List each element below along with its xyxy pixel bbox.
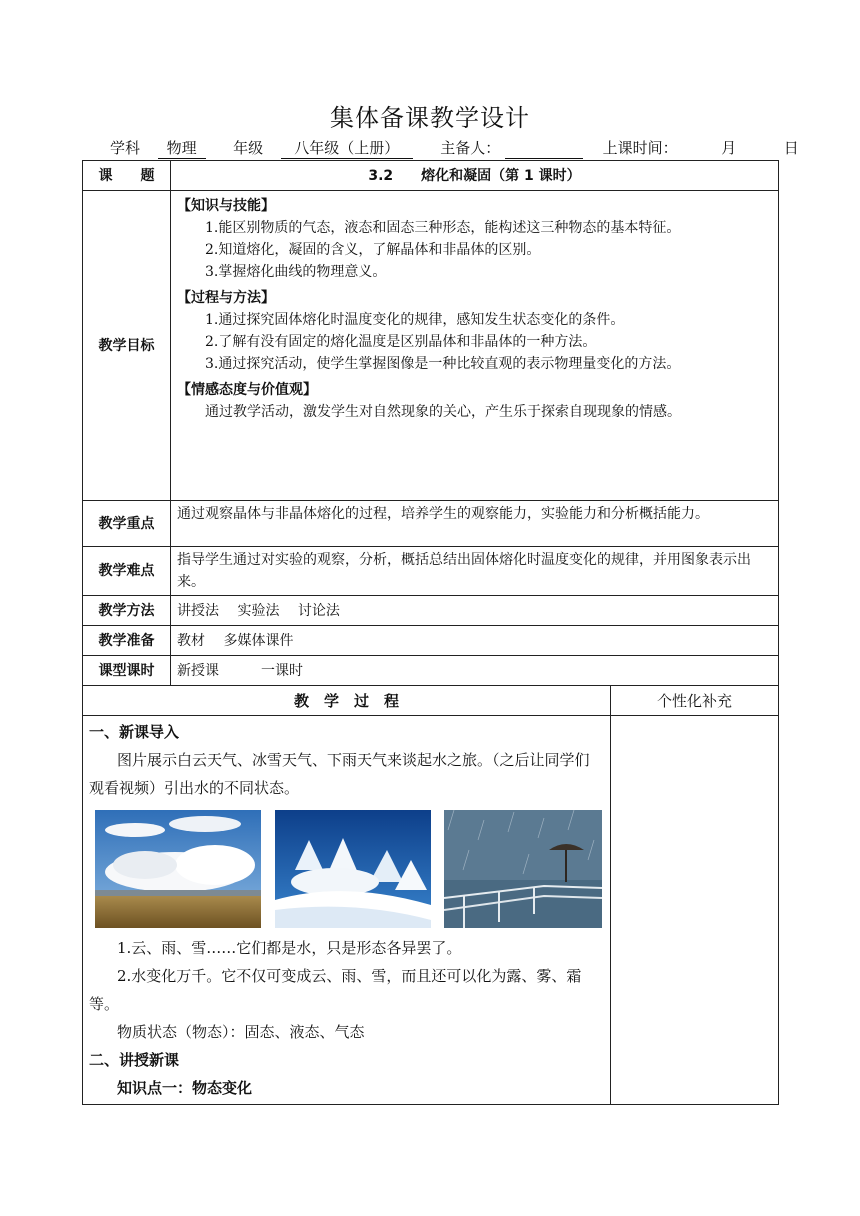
intro-paragraph: 图片展示白云天气、冰雪天气、下雨天气来谈起水之旅。（之后让同学们观看视频）引出水的不同状态。 <box>89 751 590 797</box>
snowy-trees-image <box>275 810 431 928</box>
goal-item: 3.通过探究活动，使学生掌握图像是一种比较直观的表示物理量变化的方法。 <box>205 356 681 372</box>
part1-title: 一、新课导入 <box>89 723 180 741</box>
goals-section-knowledge: 【知识与技能】 <box>177 198 275 214</box>
topic-label: 课 题 <box>83 161 171 191</box>
month-label: 月 <box>721 139 737 157</box>
preparation-label: 教学准备 <box>83 626 171 656</box>
period-label: 课型课时 <box>83 656 171 686</box>
process-header: 教 学 过 程 <box>83 686 611 716</box>
day-label: 日 <box>783 139 799 157</box>
part2-title: 二、讲授新课 <box>89 1051 180 1069</box>
supplement-cell <box>611 716 779 1105</box>
preparation-value: 教材 多媒体课件 <box>171 626 779 656</box>
difficulty-label: 教学难点 <box>83 547 171 596</box>
process-line: 物质状态（物态）：固态、液态、气态 <box>117 1023 365 1041</box>
subject-label: 学科 <box>110 139 141 157</box>
rainy-day-image <box>444 810 602 928</box>
grade-value: 八年级（上册） <box>281 137 413 159</box>
process-content <box>83 716 611 1105</box>
goal-item: 2.知道熔化，凝固的含义，了解晶体和非晶体的区别。 <box>205 242 541 258</box>
preparer-label: 主备人： <box>440 139 501 157</box>
cloudy-sky-image <box>95 810 261 928</box>
document-title: 集体备课教学设计 <box>330 104 530 132</box>
knowledge-point-1: 知识点一：物态变化 <box>117 1079 253 1097</box>
topic-value: 3.2 熔化和凝固（第 1 课时） <box>171 161 779 191</box>
goal-item: 3.掌握熔化曲线的物理意义。 <box>205 264 387 280</box>
goals-section-attitude: 【情感态度与价值观】 <box>177 382 317 398</box>
method-label: 教学方法 <box>83 596 171 626</box>
goals-label: 教学目标 <box>83 191 171 501</box>
goal-item: 2.了解有没有固定的熔化温度是区别晶体和非晶体的一种方法。 <box>205 334 597 350</box>
process-line: 2.水变化万千。它不仅可变成云、雨、雪，而且还可以化为露、雾、霜等。 <box>89 967 582 1013</box>
goals-section-process: 【过程与方法】 <box>177 290 275 306</box>
period-value: 新授课 一课时 <box>171 656 779 686</box>
goals-content <box>171 191 779 501</box>
class-time-label: 上课时间： <box>602 139 678 157</box>
key-points-label: 教学重点 <box>83 501 171 547</box>
preparer-blank <box>505 140 583 159</box>
process-line: 1.云、雨、雪……它们都是水，只是形态各异罢了。 <box>117 939 462 957</box>
goal-item: 1.能区别物质的气态，液态和固态三种形态，能构述这三种物态的基本特征。 <box>205 220 681 236</box>
difficulty-value: 指导学生通过对实验的观察，分析，概括总结出固体熔化时温度变化的规律，并用图象表示出来。 <box>171 547 779 596</box>
goal-item: 通过教学活动，激发学生对自然现象的关心，产生乐于探索自现现象的情感。 <box>205 404 681 420</box>
weather-images <box>89 802 604 934</box>
grade-label: 年级 <box>233 139 264 157</box>
subject-value: 物理 <box>158 137 206 159</box>
lesson-plan-table <box>82 160 779 1105</box>
key-points-value: 通过观察晶体与非晶体熔化的过程，培养学生的观察能力，实验能力和分析概括能力。 <box>171 501 779 547</box>
goal-item: 1.通过探究固体熔化时温度变化的规律，感知发生状态变化的条件。 <box>205 312 625 328</box>
header-meta-line <box>110 137 799 159</box>
supplement-header: 个性化补充 <box>611 686 779 716</box>
method-value: 讲授法 实验法 讨论法 <box>171 596 779 626</box>
